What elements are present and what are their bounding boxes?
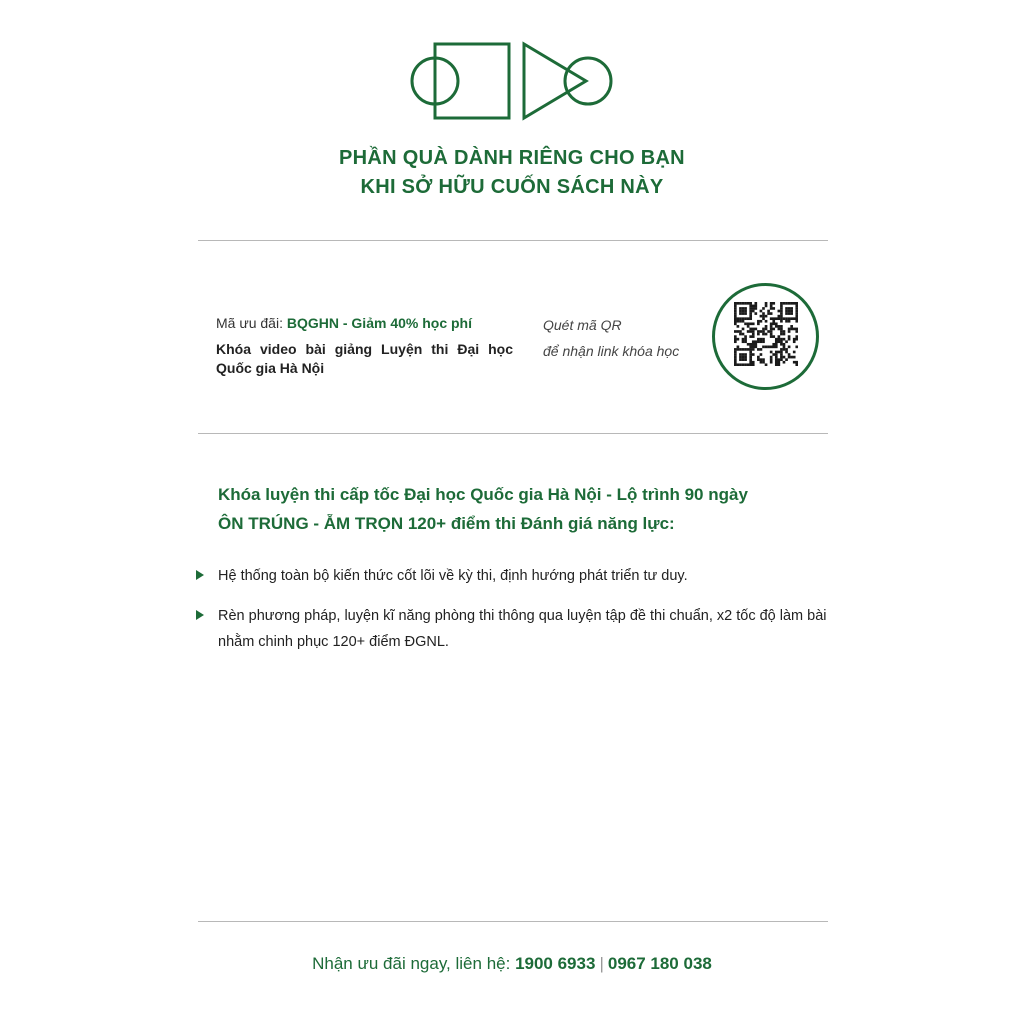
divider bbox=[198, 921, 828, 922]
benefit-item: Hệ thống toàn bộ kiến thức cốt lõi về kỳ thi, định hướng phát triển tư duy. bbox=[218, 568, 688, 584]
benefit-item: Rèn phương pháp, luyện kĩ năng phòng thi thông qua luyện tập đề thi chuẩn, x2 tốc độ làm bài nhằm chinh phục 120+ điểm ĐGNL. bbox=[218, 608, 827, 650]
course-tagline: ÔN TRÚNG - ẴM TRỌN 120+ điểm thi Đánh giá năng lực: bbox=[218, 514, 675, 533]
scan-qr-instruction-detail: để nhận link khóa học bbox=[543, 343, 680, 359]
course-title: Khóa luyện thi cấp tốc Đại học Quốc gia Hà Nội - Lộ trình 90 ngày bbox=[218, 485, 748, 504]
mobile-number[interactable]: 0967 180 038 bbox=[607, 954, 712, 973]
triangle-bullet-icon bbox=[196, 570, 204, 580]
divider bbox=[198, 433, 828, 434]
page-subtitle: KHI SỞ HỮU CUỐN SÁCH NÀY bbox=[360, 176, 664, 198]
triangle-bullet-icon bbox=[196, 610, 204, 620]
hotline-number[interactable]: 1900 6933 bbox=[515, 954, 596, 973]
divider bbox=[198, 240, 828, 241]
scan-qr-instruction: Quét mã QR bbox=[543, 317, 622, 333]
contact-label: Nhận ưu đãi ngay, liên hệ: bbox=[312, 954, 511, 973]
video-course-name: Khóa video bài giảng Luyện thi Đại học Quốc gia Hà Nội bbox=[216, 341, 513, 376]
contact-line bbox=[0, 954, 1024, 974]
circle-square-triangle-logo-icon bbox=[408, 40, 616, 122]
promo-code: BQGHN - Giảm 40% học phí bbox=[286, 315, 472, 331]
promo-label: Mã ưu đãi: bbox=[216, 315, 283, 331]
promo-code-line bbox=[216, 315, 472, 331]
page-title: PHẦN QUÀ DÀNH RIÊNG CHO BẠN bbox=[339, 147, 685, 169]
qr-code-icon[interactable] bbox=[734, 302, 798, 366]
separator: | bbox=[599, 954, 604, 973]
